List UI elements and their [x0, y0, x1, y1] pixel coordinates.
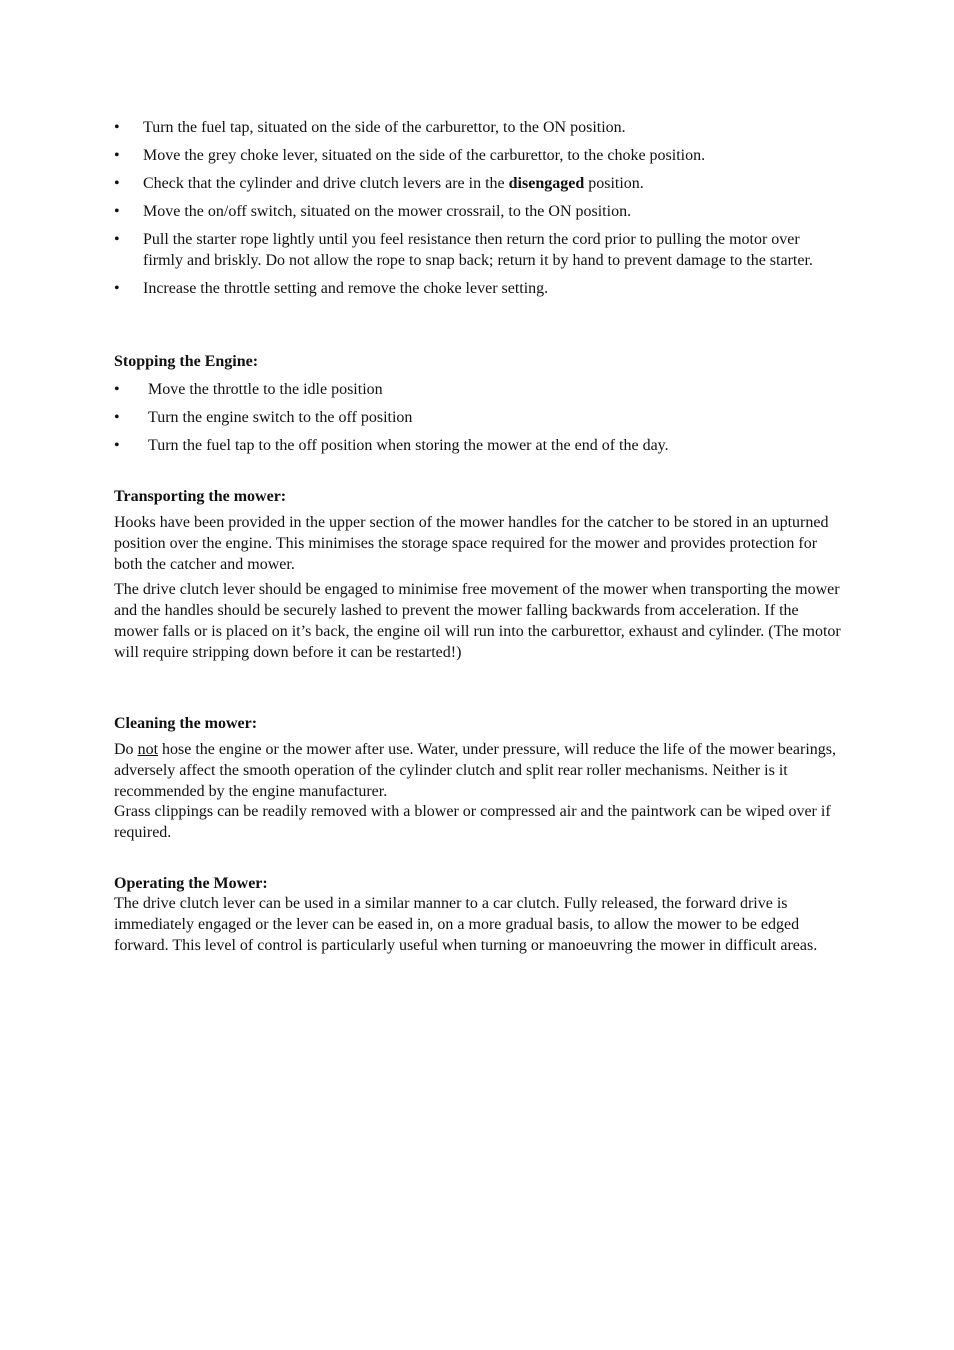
- list-item: [0, 229, 954, 271]
- list-item-text: Move the on/off switch, situated on the mower crossrail, to the ON position.: [143, 203, 632, 220]
- list-item-text: Increase the throttle setting and remove the choke lever setting.: [143, 280, 549, 297]
- starting-steps-list: [0, 117, 954, 299]
- section-heading-cleaning: Cleaning the mower:: [114, 715, 258, 732]
- operating-paragraph-1: The drive clutch lever can be used in a similar manner to a car clutch. Fully released, the forward drive is immediately engaged or the lever can be eased in, on a more gradual basis, to allow the mower to be edged forward. This level of control is particularly useful when turning or manoeuvring the mower in difficult areas.: [114, 895, 818, 954]
- list-item: [0, 201, 954, 222]
- bullet-icon: [114, 145, 126, 166]
- list-item-text: Turn the engine switch to the off position: [148, 409, 413, 426]
- list-item-text: Turn the fuel tap, situated on the side of the carburettor, to the ON position.: [143, 119, 626, 136]
- section-heading-transporting: Transporting the mower:: [114, 488, 287, 505]
- list-item-text: Turn the fuel tap to the off position when storing the mower at the end of the day.: [148, 437, 669, 454]
- bullet-icon: [114, 379, 126, 400]
- bullet-icon: [114, 173, 126, 194]
- list-item: [0, 173, 954, 194]
- list-item: [0, 278, 954, 299]
- bullet-icon: [114, 229, 126, 250]
- list-item: [0, 407, 954, 428]
- bullet-icon: [114, 407, 126, 428]
- list-item-text: Move the grey choke lever, situated on the side of the carburettor, to the choke position.: [143, 147, 706, 164]
- section-heading-operating: Operating the Mower:: [114, 875, 268, 892]
- emphasis-not: not: [137, 741, 159, 758]
- list-item-text: Move the throttle to the idle position: [148, 381, 383, 398]
- cleaning-paragraph-1: Do not hose the engine or the mower after use. Water, under pressure, will reduce the life of the mower bearings, adversely affect the smooth operation of the cylinder clutch and split rear roller mechanisms. Neither is it recommended by the engine manufacturer.: [114, 741, 836, 800]
- section-heading-stopping: Stopping the Engine:: [114, 353, 259, 370]
- list-item-text: Pull the starter rope lightly until you feel resistance then return the cord prior to pulling the motor over firmly and briskly. Do not allow the rope to snap back; return it by hand to prevent damage to the starter.: [143, 231, 813, 269]
- bullet-icon: [114, 278, 126, 299]
- list-item: [0, 117, 954, 138]
- list-item: [0, 145, 954, 166]
- bullet-icon: [114, 201, 126, 222]
- list-item: [0, 435, 954, 456]
- transporting-paragraph-1: Hooks have been provided in the upper section of the mower handles for the catcher to be stored in an upturned position over the engine. This minimises the storage space required for the mower and provides protection for both the catcher and mower.: [114, 514, 829, 573]
- bullet-icon: [114, 117, 126, 138]
- list-item-text: Check that the cylinder and drive clutch levers are in the disengaged position.: [143, 175, 644, 192]
- stopping-steps-list: [0, 379, 954, 456]
- bullet-icon: [114, 435, 126, 456]
- cleaning-paragraph-2: Grass clippings can be readily removed with a blower or compressed air and the paintwork can be wiped over if required.: [114, 803, 831, 841]
- transporting-paragraph-2: The drive clutch lever should be engaged to minimise free movement of the mower when transporting the mower and the handles should be securely lashed to prevent the mower falling backwards from acceleration. If the mower falls or is placed on it’s back, the engine oil will run into the carburettor, exhaust and cylinder. (The motor will require stripping down before it can be restarted!): [114, 581, 841, 661]
- emphasis-disengaged: disengaged: [508, 175, 585, 192]
- list-item: [0, 379, 954, 400]
